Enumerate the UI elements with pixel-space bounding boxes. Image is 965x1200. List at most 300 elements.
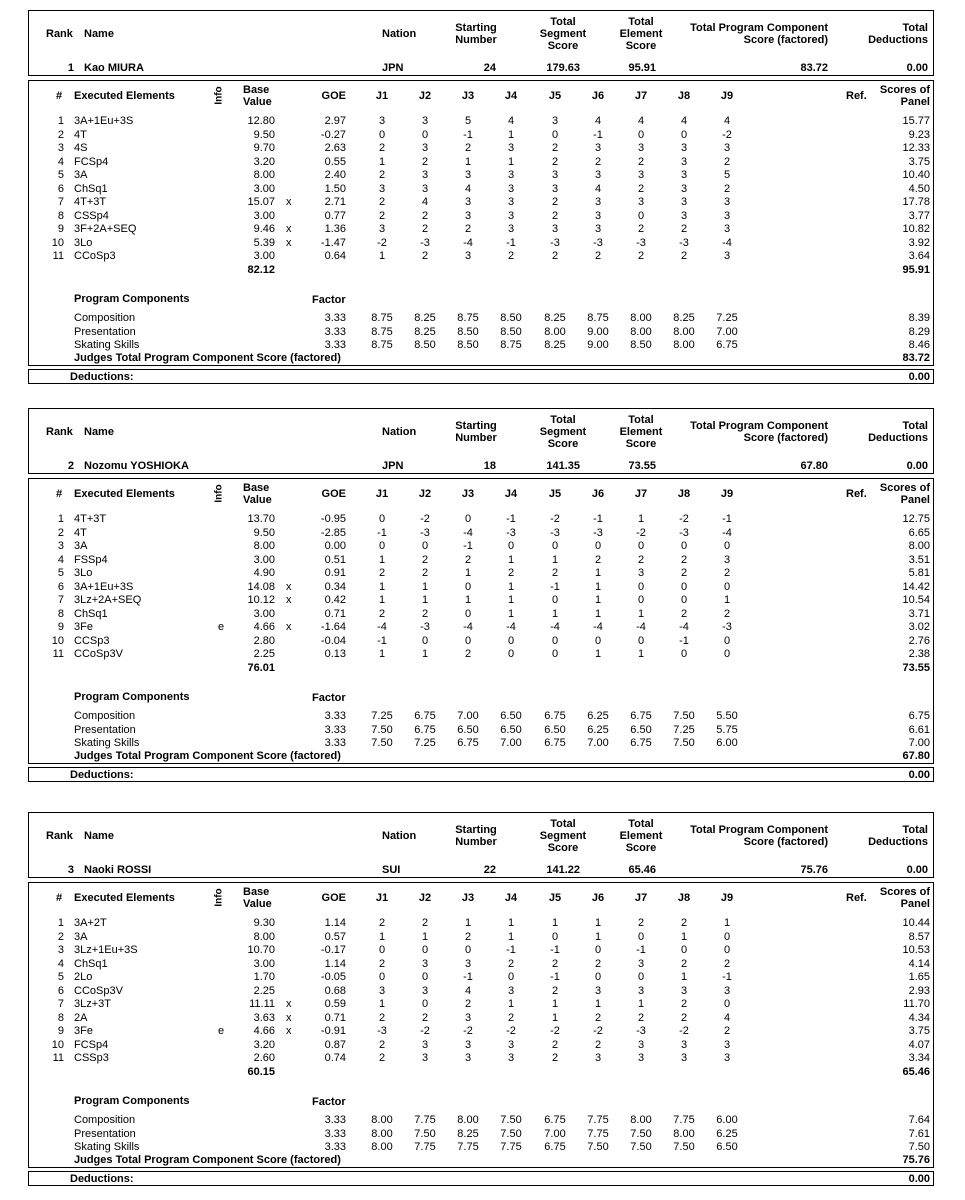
- element-judge-score: 1: [594, 594, 602, 606]
- element-judge-score: 2: [680, 553, 688, 566]
- component-judge-score: 6.75: [544, 710, 566, 722]
- component-name: Composition: [74, 1114, 136, 1126]
- header-tes-1: Total: [628, 414, 654, 426]
- element-base-value: 9.46: [253, 223, 275, 235]
- element-judge-score: 2: [507, 567, 515, 579]
- element-panel-score: 10.53: [902, 944, 930, 956]
- element-goe: 0.00: [324, 540, 346, 552]
- element-judge-score: 1: [378, 580, 386, 593]
- element-judge-score: 0: [421, 634, 429, 647]
- element-judge-score: -2: [420, 1025, 430, 1037]
- element-goe: -0.17: [320, 944, 346, 956]
- element-judge-score: 1: [464, 917, 472, 929]
- element-judge-score: 3: [594, 142, 602, 154]
- element-panel-score: 10.44: [902, 917, 930, 929]
- element-code: 3F+2A+SEQ: [74, 223, 137, 235]
- skater-nation: SUI: [382, 864, 401, 876]
- component-judge-score: 8.25: [457, 1127, 479, 1140]
- deductions-label: Deductions:: [70, 769, 134, 781]
- col-judge: J3: [461, 90, 475, 102]
- col-judge: J4: [504, 488, 518, 500]
- component-judge-score: 6.50: [716, 1141, 738, 1153]
- element-judge-score: 3: [464, 1038, 472, 1051]
- element-judge-score: 0: [507, 971, 515, 983]
- component-judge-score: 8.75: [371, 312, 393, 324]
- component-judge-score: 7.00: [587, 737, 609, 749]
- element-judge-score: -3: [679, 236, 689, 249]
- element-judge-score: 3: [680, 169, 688, 181]
- component-judge-score: 8.00: [630, 325, 652, 338]
- element-judge-score: 3: [594, 1052, 602, 1064]
- element-judge-score: 0: [723, 998, 731, 1010]
- header-rank: Rank: [46, 28, 73, 40]
- element-judge-score: 2: [421, 223, 429, 235]
- element-code: 2A: [74, 1011, 88, 1024]
- element-code: 3Lz+3T: [74, 998, 111, 1010]
- element-judge-score: 1: [551, 1011, 559, 1024]
- element-panel-score: 5.81: [908, 567, 930, 579]
- element-row: [0, 196, 965, 209]
- element-judge-score: -2: [679, 513, 689, 525]
- element-judge-score: 0: [507, 648, 515, 660]
- header-nation: Nation: [382, 830, 417, 842]
- element-judge-score: 3: [421, 1052, 429, 1064]
- element-judge-score: 2: [637, 250, 645, 262]
- element-judge-score: -4: [463, 621, 473, 633]
- element-judge-score: 3: [680, 1052, 688, 1064]
- element-judge-score: 3: [421, 142, 429, 154]
- element-judge-score: 3: [637, 142, 645, 154]
- element-judge-score: 3: [723, 209, 731, 222]
- component-row: [0, 326, 965, 339]
- element-judge-score: 0: [680, 580, 688, 593]
- element-number: 5: [57, 567, 64, 579]
- program-components-heading: Program Components: [74, 1095, 190, 1107]
- element-base-value: 3.00: [253, 182, 275, 195]
- element-judge-score: -2: [679, 1025, 689, 1037]
- element-panel-score: 2.76: [908, 634, 930, 647]
- component-judge-score: 6.75: [544, 1114, 566, 1126]
- element-judge-score: 3: [507, 182, 515, 195]
- component-row: [0, 1128, 965, 1141]
- element-judge-score: 1: [637, 998, 645, 1010]
- component-judge-score: 7.50: [500, 1127, 522, 1140]
- component-judge-score: 7.75: [587, 1127, 609, 1140]
- skater-pcs: 83.72: [800, 62, 828, 74]
- element-judge-score: 2: [551, 250, 559, 262]
- col-judge: J2: [418, 892, 432, 904]
- component-judge-score: 8.25: [544, 339, 566, 351]
- element-number: 2: [57, 526, 64, 539]
- element-number: 7: [57, 998, 64, 1010]
- element-judge-score: 4: [464, 984, 472, 997]
- header-tes-3: Score: [625, 438, 657, 450]
- col-judge: J5: [548, 90, 562, 102]
- element-judge-score: 1: [507, 553, 515, 566]
- element-base-value: 8.00: [253, 930, 275, 943]
- component-factor: 3.33: [324, 1114, 346, 1126]
- element-panel-score: 3.71: [908, 607, 930, 620]
- element-judge-score: -1: [463, 128, 473, 141]
- element-judge-score: 0: [723, 930, 731, 943]
- skater-tss: 141.35: [546, 460, 580, 472]
- deductions-label: Deductions:: [70, 371, 134, 383]
- element-number: 4: [57, 957, 64, 970]
- element-code: 3A: [74, 169, 88, 181]
- element-judge-score: 1: [464, 155, 472, 168]
- element-code: FSSp4: [74, 553, 108, 566]
- element-row: [0, 540, 965, 553]
- element-number: 10: [51, 236, 64, 249]
- element-panel-score: 2.38: [908, 648, 930, 660]
- element-code: 4S: [74, 142, 88, 154]
- element-code: CCoSp3V: [74, 648, 123, 660]
- element-judge-score: 4: [637, 115, 645, 127]
- element-judge-score: 2: [551, 155, 559, 168]
- element-judge-score: 2: [594, 957, 602, 970]
- element-panel-score: 3.34: [908, 1052, 930, 1064]
- element-judge-score: 2: [594, 1038, 602, 1051]
- element-judge-score: 0: [378, 513, 386, 525]
- element-judge-score: 2: [680, 1011, 688, 1024]
- component-judge-score: 6.75: [414, 710, 436, 722]
- component-judge-score: 8.00: [544, 325, 566, 338]
- element-judge-score: 3: [680, 182, 688, 195]
- component-judge-score: 8.75: [371, 325, 393, 338]
- element-row: [0, 513, 965, 526]
- element-goe: 0.57: [324, 930, 346, 943]
- col-judge: J8: [677, 892, 691, 904]
- element-judge-score: -4: [593, 621, 603, 633]
- component-row: [0, 1114, 965, 1127]
- component-judge-score: 6.75: [630, 737, 652, 749]
- element-goe: 1.36: [324, 223, 346, 235]
- element-row: [0, 635, 965, 648]
- col-judge: J1: [375, 488, 389, 500]
- component-judge-score: 8.25: [544, 312, 566, 324]
- element-judge-score: 0: [464, 513, 472, 525]
- element-judge-score: 1: [594, 580, 602, 593]
- element-code: 3A: [74, 930, 88, 943]
- element-judge-score: 1: [378, 930, 386, 943]
- component-judge-score: 6.50: [630, 723, 652, 736]
- element-number: 10: [51, 1038, 64, 1051]
- component-judge-score: 8.75: [371, 339, 393, 351]
- component-judge-score: 8.75: [500, 339, 522, 351]
- element-judge-score: 5: [464, 115, 472, 127]
- component-judge-score: 8.00: [371, 1114, 393, 1126]
- element-base-value: 3.00: [253, 607, 275, 620]
- element-row: [0, 917, 965, 930]
- header-tss-2: Segment: [539, 426, 587, 438]
- element-goe: 0.59: [324, 998, 346, 1010]
- element-row: [0, 958, 965, 971]
- header-name: Name: [84, 426, 114, 438]
- element-base-value: 2.60: [253, 1052, 275, 1064]
- element-goe: 0.74: [324, 1052, 346, 1064]
- element-base-value: 3.00: [253, 553, 275, 566]
- skater-rank: 1: [67, 62, 74, 74]
- element-goe: 0.55: [324, 155, 346, 168]
- factor-heading: Factor: [312, 294, 346, 306]
- element-judge-score: -2: [506, 1025, 516, 1037]
- element-judge-score: 0: [723, 944, 731, 956]
- element-goe: 2.40: [324, 169, 346, 181]
- component-judge-score: 6.50: [500, 723, 522, 736]
- element-panel-score: 10.82: [902, 223, 930, 235]
- element-number: 9: [57, 621, 64, 633]
- element-judge-score: -3: [377, 1025, 387, 1037]
- element-judge-score: 0: [507, 540, 515, 552]
- skater-pcs: 67.80: [800, 460, 828, 472]
- program-components-heading: Program Components: [74, 691, 190, 703]
- element-code: 3Lo: [74, 567, 93, 579]
- element-judge-score: -2: [722, 128, 732, 141]
- component-name: Skating Skills: [74, 1141, 140, 1153]
- element-row: [0, 998, 965, 1011]
- component-panel-score: 8.39: [908, 312, 930, 324]
- header-starting-1: Starting: [455, 824, 497, 836]
- element-judge-score: 3: [421, 984, 429, 997]
- element-panel-score: 3.75: [908, 1025, 930, 1037]
- col-info: Info: [213, 888, 225, 907]
- element-judge-score: 2: [637, 553, 645, 566]
- element-judge-score: 3: [464, 1052, 472, 1064]
- component-judge-score: 6.50: [500, 710, 522, 722]
- element-judge-score: 3: [464, 957, 472, 970]
- component-name: Presentation: [74, 723, 136, 736]
- element-goe: 0.42: [324, 594, 346, 606]
- judges-total-pcs-label: Judges Total Program Component Score (factored): [74, 1154, 341, 1166]
- header-ded-1: Total: [902, 824, 928, 836]
- col-judge: J9: [720, 488, 734, 500]
- judges-total-pcs-label: Judges Total Program Component Score (factored): [74, 352, 341, 364]
- element-judge-score: 2: [723, 957, 731, 970]
- element-judge-score: 3: [507, 196, 515, 208]
- component-factor: 3.33: [324, 325, 346, 338]
- element-judge-score: -3: [420, 236, 430, 249]
- element-judge-score: -3: [636, 1025, 646, 1037]
- element-code: 3A+1Eu+3S: [74, 115, 134, 127]
- component-judge-score: 8.00: [371, 1127, 393, 1140]
- header-tss-2: Segment: [539, 28, 587, 40]
- component-judge-score: 7.00: [500, 737, 522, 749]
- element-judge-score: 0: [594, 634, 602, 647]
- element-row: [0, 944, 965, 957]
- element-judge-score: 3: [637, 1052, 645, 1064]
- element-judge-score: 1: [680, 971, 688, 983]
- element-judge-score: 0: [378, 540, 386, 552]
- element-number: 9: [57, 223, 64, 235]
- element-judge-score: 1: [378, 998, 386, 1010]
- element-judge-score: -4: [722, 526, 732, 539]
- col-judge: J7: [634, 892, 648, 904]
- col-judge: J8: [677, 90, 691, 102]
- element-number: 7: [57, 196, 64, 208]
- element-judge-score: 0: [680, 128, 688, 141]
- component-name: Presentation: [74, 325, 136, 338]
- element-judge-score: 3: [551, 223, 559, 235]
- element-code: FCSp4: [74, 1038, 109, 1051]
- component-factor: 3.33: [324, 312, 346, 324]
- element-row: [0, 1052, 965, 1065]
- element-panel-score: 6.65: [908, 526, 930, 539]
- col-judge: J9: [720, 892, 734, 904]
- elements-total: 73.55: [902, 661, 930, 674]
- component-judge-score: 6.50: [544, 723, 566, 736]
- element-base-value: 10.12: [247, 594, 275, 606]
- component-judge-score: 8.50: [630, 339, 652, 351]
- element-judge-score: 0: [551, 634, 559, 647]
- element-judge-score: 3: [723, 984, 731, 997]
- element-judge-score: 2: [464, 142, 472, 154]
- element-judge-score: 3: [637, 957, 645, 970]
- element-judge-score: -1: [463, 971, 473, 983]
- factor-heading: Factor: [312, 692, 346, 704]
- element-judge-score: -4: [463, 526, 473, 539]
- component-judge-score: 7.50: [630, 1127, 652, 1140]
- element-goe: 0.87: [324, 1038, 346, 1051]
- element-judge-score: 1: [507, 580, 515, 593]
- element-base-value: 8.00: [253, 540, 275, 552]
- element-goe: 0.71: [324, 607, 346, 620]
- col-judge: J6: [591, 90, 605, 102]
- element-judge-score: 2: [551, 567, 559, 579]
- element-judge-score: 3: [723, 1052, 731, 1064]
- element-row: [0, 223, 965, 236]
- element-panel-score: 3.02: [908, 621, 930, 633]
- element-x-bonus: x: [286, 594, 292, 606]
- header-tss-2: Segment: [539, 830, 587, 842]
- element-judge-score: 4: [723, 115, 731, 127]
- element-judge-score: 3: [723, 553, 731, 566]
- col-base-value-1: Base: [243, 482, 270, 494]
- element-judge-score: 1: [507, 128, 515, 141]
- element-goe: 1.50: [324, 182, 346, 195]
- element-goe: -0.05: [320, 971, 346, 983]
- col-judge: J5: [548, 892, 562, 904]
- deductions-total: 0.00: [908, 1173, 930, 1185]
- element-judge-score: -3: [636, 236, 646, 249]
- element-judge-score: 0: [637, 209, 645, 222]
- element-judge-score: -3: [722, 621, 732, 633]
- element-judge-score: -1: [550, 580, 560, 593]
- component-row: [0, 312, 965, 325]
- element-number: 4: [57, 155, 64, 168]
- element-judge-score: 0: [464, 580, 472, 593]
- element-judge-score: 0: [464, 607, 472, 620]
- component-judge-score: 7.25: [673, 723, 695, 736]
- element-goe: 0.64: [324, 250, 346, 262]
- element-row: [0, 527, 965, 540]
- element-goe: 0.51: [324, 553, 346, 566]
- element-judge-score: 3: [637, 169, 645, 181]
- element-judge-score: 2: [680, 607, 688, 620]
- judges-total-pcs: 75.76: [902, 1154, 930, 1166]
- element-judge-score: -4: [550, 621, 560, 633]
- element-panel-score: 4.34: [908, 1011, 930, 1024]
- element-judge-score: 2: [421, 553, 429, 566]
- col-judge: J7: [634, 488, 648, 500]
- element-judge-score: 3: [680, 209, 688, 222]
- element-judge-score: 0: [723, 634, 731, 647]
- component-row: [0, 710, 965, 723]
- element-judge-score: 3: [723, 223, 731, 235]
- header-tes-2: Element: [619, 426, 663, 438]
- element-row: [0, 971, 965, 984]
- element-judge-score: 3: [507, 223, 515, 235]
- element-judge-score: 2: [421, 155, 429, 168]
- header-starting-2: Number: [455, 432, 497, 444]
- element-judge-score: 1: [723, 594, 731, 606]
- element-panel-score: 14.42: [902, 580, 930, 593]
- element-panel-score: 2.93: [908, 984, 930, 997]
- element-judge-score: -1: [377, 526, 387, 539]
- component-judge-score: 7.75: [500, 1141, 522, 1153]
- header-tes-1: Total: [628, 818, 654, 830]
- element-judge-score: 3: [551, 115, 559, 127]
- skater-starting-number: 18: [483, 460, 496, 472]
- header-starting-2: Number: [455, 836, 497, 848]
- col-goe: GOE: [321, 892, 346, 904]
- element-judge-score: 0: [637, 128, 645, 141]
- element-panel-score: 3.92: [908, 236, 930, 249]
- element-goe: -0.27: [320, 128, 346, 141]
- element-judge-score: 0: [551, 930, 559, 943]
- component-judge-score: 6.75: [716, 339, 738, 351]
- component-judge-score: 9.00: [587, 325, 609, 338]
- element-judge-score: 2: [680, 917, 688, 929]
- element-judge-score: 2: [378, 196, 386, 208]
- element-judge-score: 2: [723, 607, 731, 620]
- element-judge-score: 2: [594, 1011, 602, 1024]
- element-judge-score: 1: [594, 567, 602, 579]
- component-panel-score: 6.61: [908, 723, 930, 736]
- element-judge-score: 3: [594, 196, 602, 208]
- element-judge-score: -3: [420, 621, 430, 633]
- header-tes-2: Element: [619, 28, 663, 40]
- component-judge-score: 7.50: [673, 710, 695, 722]
- element-goe: 1.14: [324, 957, 346, 970]
- element-judge-score: 0: [637, 971, 645, 983]
- element-judge-score: -1: [636, 944, 646, 956]
- element-judge-score: 4: [507, 115, 515, 127]
- element-judge-score: 1: [464, 567, 472, 579]
- element-judge-score: 2: [551, 196, 559, 208]
- element-number: 11: [52, 250, 64, 262]
- element-judge-score: 0: [551, 128, 559, 141]
- col-num: #: [56, 488, 63, 500]
- element-judge-score: 0: [680, 944, 688, 956]
- element-goe: -1.64: [320, 621, 346, 633]
- col-judge: J1: [375, 892, 389, 904]
- element-judge-score: 1: [637, 513, 645, 525]
- element-number: 9: [57, 1025, 64, 1037]
- element-judge-score: 2: [637, 223, 645, 235]
- element-base-value: 9.30: [253, 917, 275, 929]
- element-judge-score: 1: [594, 998, 602, 1010]
- component-panel-score: 7.61: [908, 1127, 930, 1140]
- element-goe: 0.71: [324, 1011, 346, 1024]
- elements-total: 65.46: [902, 1065, 930, 1078]
- col-judge: J6: [591, 488, 605, 500]
- skater-rank: 2: [67, 460, 74, 472]
- element-judge-score: 3: [507, 1038, 515, 1051]
- header-ded-1: Total: [902, 22, 928, 34]
- element-panel-score: 1.65: [908, 971, 930, 983]
- element-judge-score: 0: [464, 944, 472, 956]
- element-judge-score: -2: [463, 1025, 473, 1037]
